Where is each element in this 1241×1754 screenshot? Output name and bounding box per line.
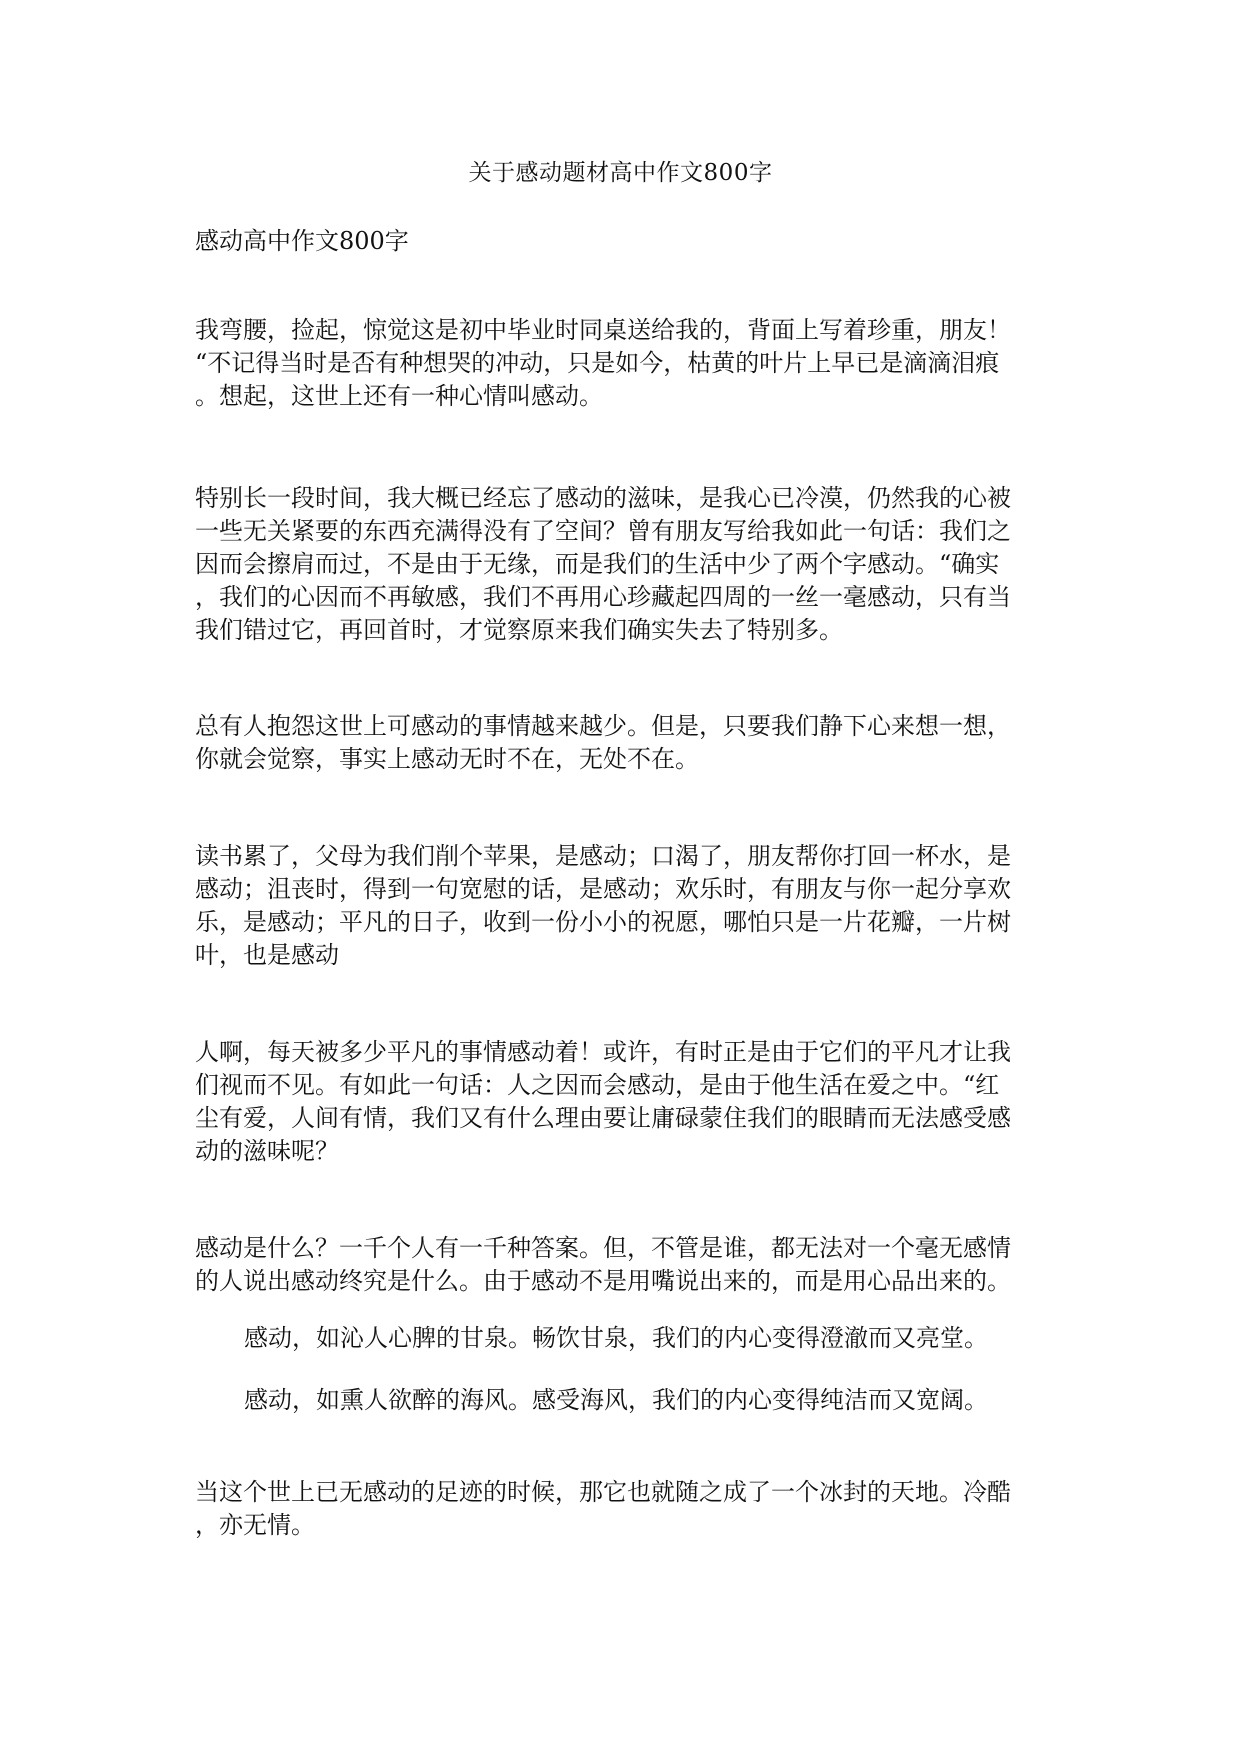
paragraph-line: 的人说出感动终究是什么。由于感动不是用嘴说出来的，而是用心品出来的。 [195,1267,1011,1295]
paragraph-line: 。想起，这世上还有一种心情叫感动。 [195,382,603,410]
paragraph-line: 你就会觉察，事实上感动无时不在，无处不在。 [195,745,699,773]
paragraph-line: 当这个世上已无感动的足迹的时候，那它也就随之成了一个冰封的天地。冷酷 [195,1478,1011,1506]
paragraph-line: ，我们的心因而不再敏感，我们不再用心珍藏起四周的一丝一毫感动，只有当 [195,583,1011,611]
paragraph-line: 总有人抱怨这世上可感动的事情越来越少。但是，只要我们静下心来想一想， [195,712,1011,740]
paragraph-1 [195,314,1055,413]
document-title: 关于感动题材高中作文800字 [468,160,773,186]
paragraph-line: “不记得当时是否有种想哭的冲动，只是如今，枯黄的叶片上早已是滴滴泪痕 [195,349,1000,377]
indented-line-1: 感动，如沁人心脾的甘泉。畅饮甘泉，我们的内心变得澄澈而又亮堂。 [244,1324,988,1352]
document-subtitle: 感动高中作文800字 [195,227,409,255]
paragraph-6 [195,1232,1055,1298]
paragraph-line: ，亦无情。 [195,1511,315,1539]
paragraph-line: 感动是什么？一千个人有一千种答案。但，不管是谁，都无法对一个毫无感情 [195,1234,1011,1262]
paragraph-7 [195,1476,1055,1542]
paragraph-line: 我弯腰，捡起，惊觉这是初中毕业时同桌送给我的，背面上写着珍重，朋友！ [195,316,1011,344]
paragraph-line: 感动；沮丧时，得到一句宽慰的话，是感动；欢乐时，有朋友与你一起分享欢 [195,875,1011,903]
paragraph-line: 读书累了，父母为我们削个苹果，是感动；口渴了，朋友帮你打回一杯水，是 [195,842,1011,870]
indented-line-2: 感动，如熏人欲醉的海风。感受海风，我们的内心变得纯洁而又宽阔。 [244,1386,988,1414]
paragraph-line: 特别长一段时间，我大概已经忘了感动的滋味，是我心已冷漠，仍然我的心被 [195,484,1011,512]
paragraph-line: 尘有爱，人间有情，我们又有什么理由要让庸碌蒙住我们的眼睛而无法感受感 [195,1104,1011,1132]
paragraph-line: 动的滋味呢？ [195,1137,339,1165]
paragraph-3 [195,710,1055,776]
paragraph-2 [195,482,1055,647]
paragraph-5 [195,1036,1055,1168]
paragraph-line: 乐，是感动；平凡的日子，收到一份小小的祝愿，哪怕只是一片花瓣，一片树 [195,908,1011,936]
paragraph-line: 因而会擦肩而过，不是由于无缘，而是我们的生活中少了两个字感动。“确实 [195,550,1000,578]
paragraph-line: 叶，也是感动 [195,941,339,969]
paragraph-line: 我们错过它，再回首时，才觉察原来我们确实失去了特别多。 [195,616,843,644]
paragraph-4 [195,840,1055,972]
paragraph-line: 人啊，每天被多少平凡的事情感动着！或许，有时正是由于它们的平凡才让我 [195,1038,1011,1066]
paragraph-line: 一些无关紧要的东西充满得没有了空间？曾有朋友写给我如此一句话：我们之 [195,517,1011,545]
paragraph-line: 们视而不见。有如此一句话：人之因而会感动，是由于他生活在爱之中。“红 [195,1071,1000,1099]
